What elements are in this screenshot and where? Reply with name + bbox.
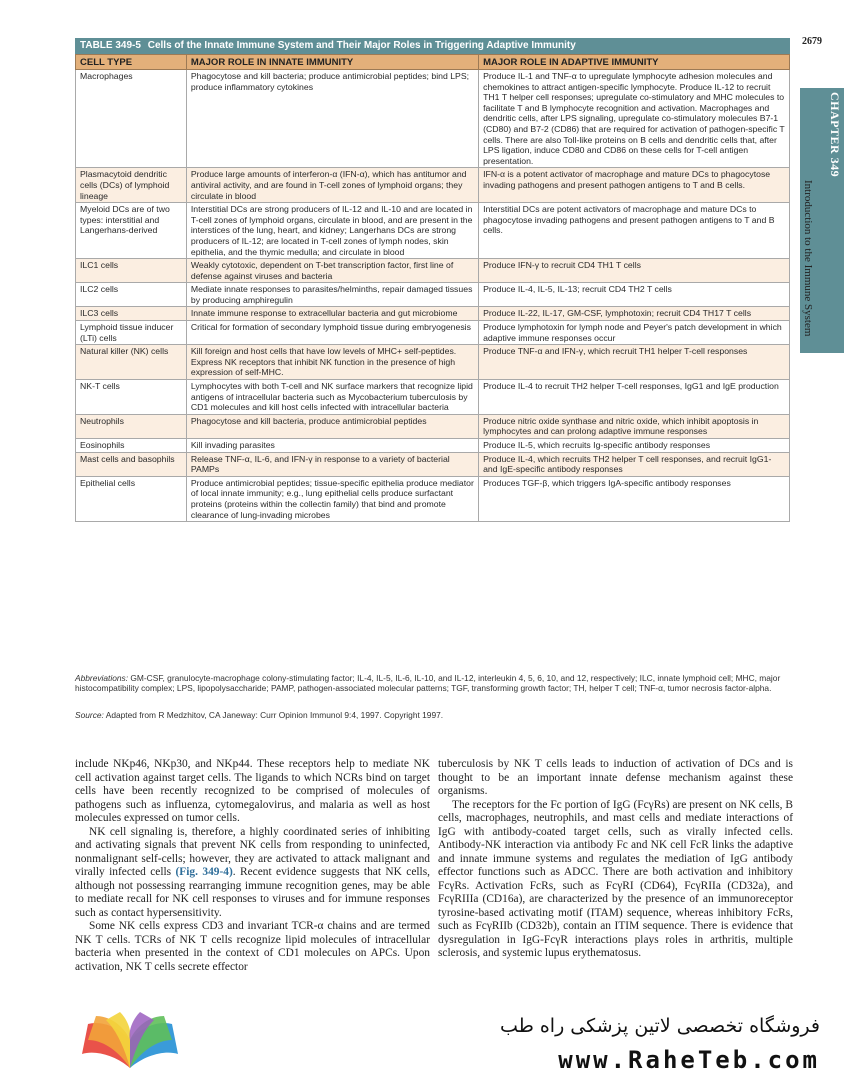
body-column-right [438,758,793,961]
table-container [75,38,790,522]
paragraph: tuberculosis by NK T cells leads to induction of activation of DCs and is thought to be an important innate defense mechanism against these organisms. [438,758,793,797]
adaptive-role-cell: Produce IL-4, which recruits TH2 helper T cell responses, and recruit IgG1- and IgE-specific antibody responses [479,452,790,476]
innate-role-cell: Interstitial DCs are strong producers of IL-12 and IL-10 and are located in T-cell zones of lymphoid organs, circulate in blood, and are present in the interstices of the lung, heart, and kidney; Langerhans DCs are strong producers of IL-12; are located in T-cell zones of lymph nodes, skin epithelia, and the thymic medulla; and circulate in blood [186,203,478,259]
chapter-title: Introduction to the Immune System [802,180,814,337]
adaptive-role-cell: Produce IL-5, which recruits Ig-specific antibody responses [479,439,790,453]
table-title-bar [75,38,790,54]
cell-type-cell: Neutrophils [76,414,187,438]
cell-type-cell: Mast cells and basophils [76,452,187,476]
innate-role-cell: Critical for formation of secondary lymphoid tissue during embryogenesis [186,321,478,345]
cells-table [75,54,790,522]
innate-role-cell: Kill foreign and host cells that have low levels of MHC+ self-peptides. Express NK receptors that inhibit NK function in the presence of high expression of self-MHC. [186,345,478,380]
innate-role-cell: Kill invading parasites [186,439,478,453]
table-number: TABLE 349-5 [80,40,141,51]
paragraph-text: . Recent evidence suggests that NK cells, although not possessing rearranging immune recognition genes, may be able to mediate recall for NK cell responses to viruses and for immune responses such as contact hypersensitivity. [75,866,430,919]
cell-type-cell: NK-T cells [76,380,187,415]
innate-role-cell: Produce large amounts of interferon-α (IFN-α), which has antitumor and antiviral activity, and are found in T-cell zones of lymphoid organs; they circulate in blood [186,168,478,203]
table-row [76,307,790,321]
paragraph: The receptors for the Fc portion of IgG (FcγRs) are present on NK cells, B cells, macrophages, neutrophils, and mast cells and mediate interactions of IgG with antibody-coated target cells, such as virally infected cells. Antibody-NK interaction via antibody Fc and NK cell FcR links the adaptive and innate immune systems and regulates the mediation of IgG antibody effector functions such as ADCC. There are both activation and inhibitory FcγRs. Activation FcRs, such as FcγRI (CD64), FcγRIIa (CD32a), and FcγRIIIa (CD16a), are characterized by the presence of an immunoreceptor tyrosine-based activating motif (ITAM) sequence, whereas inhibitory FcRs, such as FcγRIIb (CD32b), contain an ITIM sequence. There is evidence that dysregulation in IgG-FcγR interactions plays roles in arthritis, multiple sclerosis, and systemic lupus erythematosus. [438,798,793,959]
innate-role-cell: Release TNF-α, IL-6, and IFN-γ in response to a variety of bacterial PAMPs [186,452,478,476]
adaptive-role-cell: Produce lymphotoxin for lymph node and Peyer's patch development in which adaptive immune responses occur [479,321,790,345]
table-row [76,283,790,307]
paragraph-text: NK cell signaling is, therefore, a highly coordinated series of inhibiting and activating signals that prevent NK cells from responding to uninfected, nonmalignant self-cells; however, they are activated to attack malignant and virally infected cells [75,825,430,878]
table-row [76,345,790,380]
cell-type-cell: ILC1 cells [76,259,187,283]
adaptive-role-cell: Produces TGF-β, which triggers IgA-specific antibody responses [479,476,790,521]
source-note [75,710,443,720]
table-row [76,380,790,415]
body-column-left [75,758,430,994]
cell-type-cell: Natural killer (NK) cells [76,345,187,380]
adaptive-role-cell: Produce IL-22, IL-17, GM-CSF, lymphotoxin; recruit CD4 TH17 T cells [479,307,790,321]
figure-link[interactable]: (Fig. 349-4) [175,866,233,878]
header-adaptive-role: MAJOR ROLE IN ADAPTIVE IMMUNITY [479,55,790,70]
cell-type-cell: Eosinophils [76,439,187,453]
cell-type-cell: Epithelial cells [76,476,187,521]
table-row [76,321,790,345]
paragraph [75,826,430,921]
table-row [76,452,790,476]
table-row [76,168,790,203]
table-row [76,70,790,168]
table-header-row [76,55,790,70]
header-cell-type: CELL TYPE [76,55,187,70]
cell-type-cell: Macrophages [76,70,187,168]
shop-url: www.RaheTeb.com [558,1046,820,1074]
chapter-label: CHAPTER 349 [828,92,842,178]
innate-role-cell: Produce antimicrobial peptides; tissue-specific epithelia produce mediator of local innate immunity; e.g., lung epithelial cells produce surfactant proteins (proteins within the collectin family) that bind and promote clearance of lung-invading microbes [186,476,478,521]
adaptive-role-cell: Produce IFN-γ to recruit CD4 TH1 T cells [479,259,790,283]
innate-role-cell: Innate immune response to extracellular bacteria and gut microbiome [186,307,478,321]
adaptive-role-cell: Produce IL-1 and TNF-α to upregulate lymphocyte adhesion molecules and chemokines to attract antigen-specific lymphocyte. Produce IL-12 to recruit TH1 T helper cell responses; upregulate co-stimulatory and MHC molecules to facilitate T and B lymphocyte recognition and activation. Macrophages and dendritic cells, after LPS signaling, upregulate co-stimulatory molecules B7-1 (CD80) and B7-2 (CD86) that are required for activation of pathogen-specific T cells. There are also Toll-like proteins on B cells and dendritic cells that, after LPS ligation, induce CD80 and CD86 on these cells for T-cell antigen presentation. [479,70,790,168]
cell-type-cell: Plasmacytoid dendritic cells (DCs) of lymphoid lineage [76,168,187,203]
source-label: Source: [75,710,104,720]
cell-type-cell: Myeloid DCs are of two types: interstitial and Langerhans-derived [76,203,187,259]
table-row [76,259,790,283]
innate-role-cell: Weakly cytotoxic, dependent on T-bet transcription factor, first line of defense against viruses and bacteria [186,259,478,283]
table-row [76,476,790,521]
page-number: 2679 [802,36,822,47]
paragraph: Some NK cells express CD3 and invariant TCR-α chains and are termed NK T cells. TCRs of NK T cells recognize lipid molecules of intracellular bacteria when presented in the context of CD1 molecules on APCs. Upon activation, NK T cells secrete effector [75,920,430,973]
adaptive-role-cell: IFN-α is a potent activator of macrophage and mature DCs to phagocytose invading pathogens and present pathogen antigens to T and B cells. [479,168,790,203]
table-title: Cells of the Innate Immune System and Their Major Roles in Triggering Adaptive Immunity [147,40,576,51]
shop-name: فروشگاه تخصصی لاتین پزشکی راه طب [500,1015,820,1037]
adaptive-role-cell: Produce nitric oxide synthase and nitric oxide, which inhibit apoptosis in lymphocytes and can prolong adaptive immune responses [479,414,790,438]
table-body [76,70,790,522]
table-row [76,203,790,259]
cell-type-cell: Lymphoid tissue inducer (LTi) cells [76,321,187,345]
innate-role-cell: Phagocytose and kill bacteria, produce antimicrobial peptides [186,414,478,438]
abbreviations-label: Abbreviations: [75,673,129,683]
innate-role-cell: Lymphocytes with both T-cell and NK surface markers that recognize lipid antigens of intracellular bacteria such as Mycobacterium tuberculosis by CD1 molecules and kill host cells infected with intracellular bacteria [186,380,478,415]
cell-type-cell: ILC3 cells [76,307,187,321]
book-logo-icon [80,1010,180,1072]
abbreviations-text: GM-CSF, granulocyte-macrophage colony-stimulating factor; IL-4, IL-5, IL-6, IL-10, and IL-12, interleukin 4, 5, 6, 10, and 12, respectively; ILC, innate lymphoid cell; MHC, major histocompatibility complex; LPS, lipopolysaccharide; PAMP, pathogen-associated molecular patterns; TGF, transforming growth factor; TH, helper T cell; TNF-α, tumor necrosis factor-alpha. [75,673,781,694]
table-row [76,414,790,438]
abbreviations-note [75,673,790,693]
source-text: Adapted from R Medzhitov, CA Janeway: Curr Opinion Immunol 9:4, 1997. Copyright 1997. [105,710,444,720]
adaptive-role-cell: Produce IL-4 to recruit TH2 helper T-cell responses, IgG1 and IgE production [479,380,790,415]
cell-type-cell: ILC2 cells [76,283,187,307]
adaptive-role-cell: Produce IL-4, IL-5, IL-13; recruit CD4 TH2 T cells [479,283,790,307]
table-row [76,439,790,453]
adaptive-role-cell: Produce TNF-α and IFN-γ, which recruit TH1 helper T-cell responses [479,345,790,380]
innate-role-cell: Mediate innate responses to parasites/helminths, repair damaged tissues by producing amphiregulin [186,283,478,307]
header-innate-role: MAJOR ROLE IN INNATE IMMUNITY [186,55,478,70]
paragraph: include NKp46, NKp30, and NKp44. These receptors help to mediate NK cell activation against target cells. The ligands to which NCRs bind on target cells have been recently recognized to be comprised of molecules of pathogens such as influenza, cytomegalovirus, and malaria as well as host molecules expressed on tumor cells. [75,758,430,824]
innate-role-cell: Phagocytose and kill bacteria; produce antimicrobial peptides; bind LPS; produce inflammatory cytokines [186,70,478,168]
adaptive-role-cell: Interstitial DCs are potent activators of macrophage and mature DCs to phagocytose invading pathogens and present pathogen antigens to T and B cells. [479,203,790,259]
